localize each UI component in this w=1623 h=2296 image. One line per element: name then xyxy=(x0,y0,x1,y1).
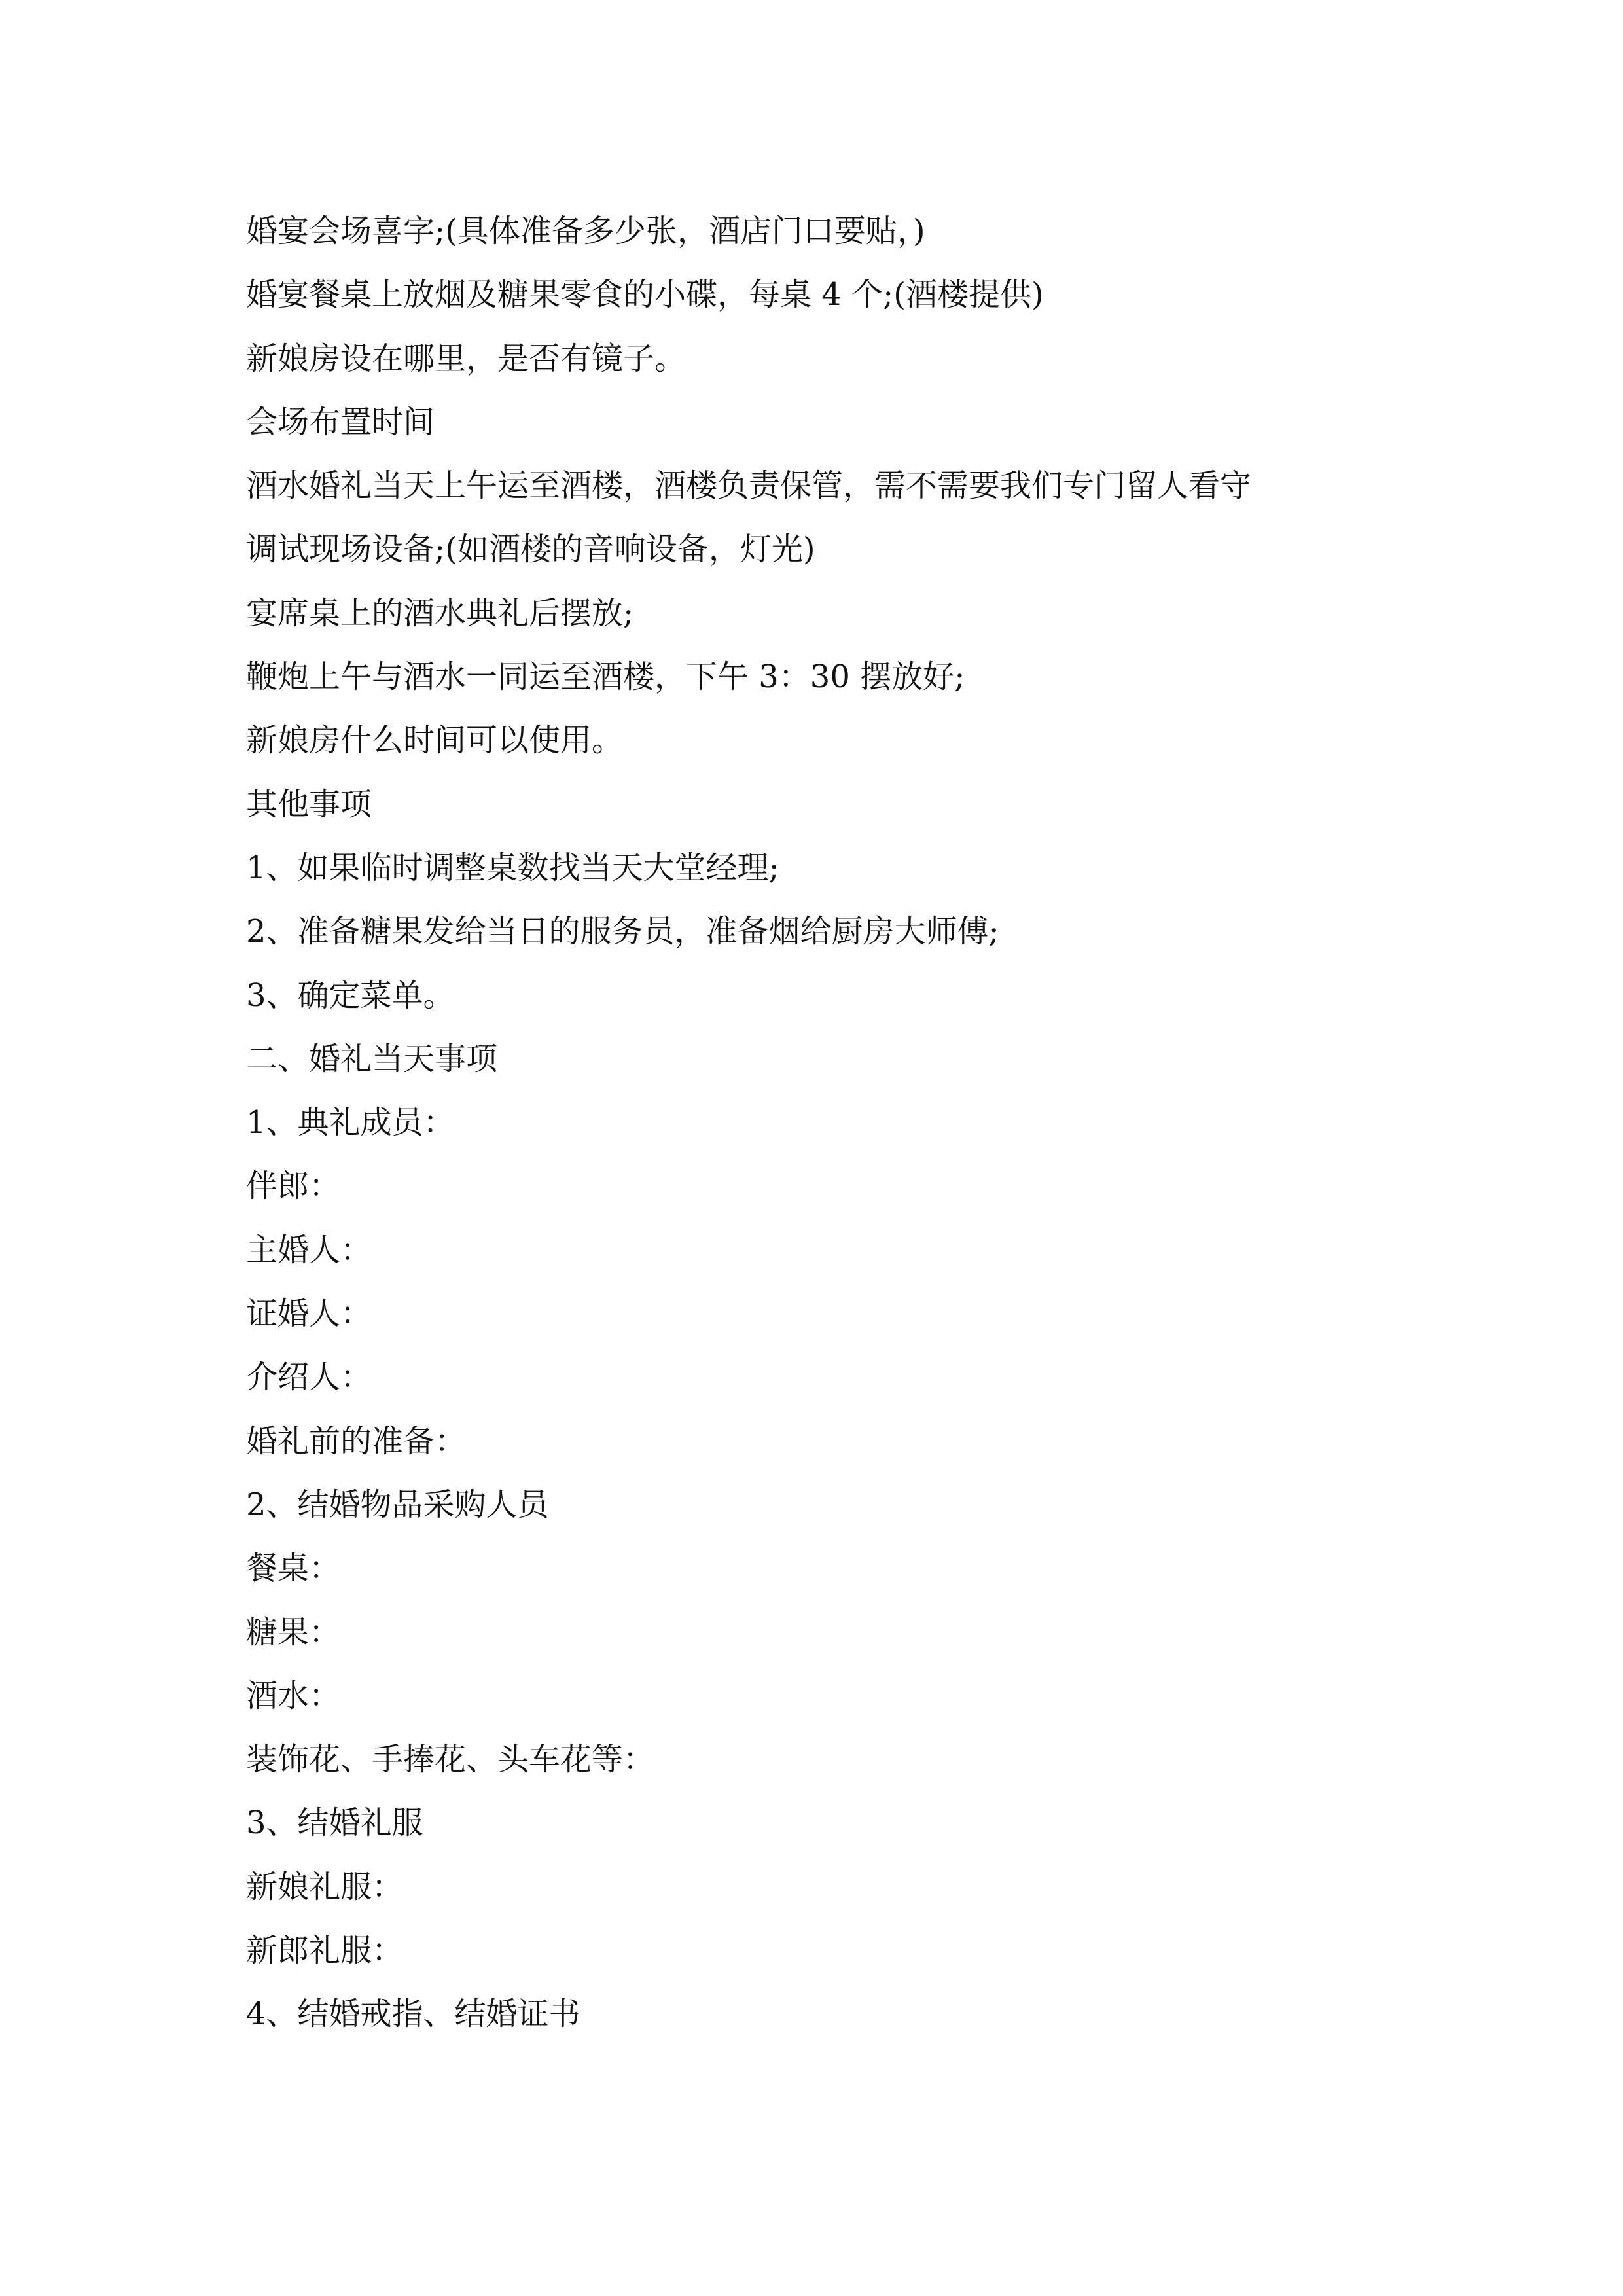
text-line: 调试现场设备;(如酒楼的音响设备，灯光) xyxy=(246,531,815,568)
form-label: 婚礼前的准备： xyxy=(246,1422,467,1460)
form-label: 餐桌： xyxy=(246,1550,341,1587)
list-item: 3、结婚礼服 xyxy=(246,1804,423,1842)
form-label: 主婚人： xyxy=(246,1231,372,1268)
form-label: 介绍人： xyxy=(246,1359,372,1396)
text-line: 婚宴会场喜字;(具体准备多少张，酒店门口要贴，) xyxy=(246,213,925,249)
list-item: 3、确定菜单。 xyxy=(246,977,455,1014)
list-item: 4、结婚戒指、结婚证书 xyxy=(246,1996,580,2033)
list-item: 1、典礼成员： xyxy=(246,1104,455,1141)
form-label: 新郎礼服： xyxy=(246,1932,404,1969)
list-item: 1、如果临时调整桌数找当天大堂经理; xyxy=(246,849,779,886)
form-label: 装饰花、手捧花、头车花等： xyxy=(246,1741,655,1778)
text-line: 新娘房设在哪里，是否有镜子。 xyxy=(246,340,687,377)
section-heading: 二、婚礼当天事项 xyxy=(246,1040,498,1077)
list-item: 2、准备糖果发给当日的服务员，准备烟给厨房大师傅; xyxy=(246,913,999,950)
document-body xyxy=(246,200,1372,2047)
form-label: 酒水： xyxy=(246,1677,341,1714)
list-item: 2、结婚物品采购人员 xyxy=(246,1486,549,1523)
form-label: 伴郎： xyxy=(246,1168,341,1205)
section-heading: 会场布置时间 xyxy=(246,403,435,440)
form-label: 证婚人： xyxy=(246,1295,372,1333)
text-line: 新娘房什么时间可以使用。 xyxy=(246,722,624,759)
section-heading: 其他事项 xyxy=(246,785,372,823)
text-line: 婚宴餐桌上放烟及糖果零食的小碟，每桌 4 个;(酒楼提供) xyxy=(246,276,1044,314)
text-line: 宴席桌上的酒水典礼后摆放; xyxy=(246,594,634,632)
form-label: 糖果： xyxy=(246,1613,341,1651)
text-line: 鞭炮上午与酒水一同运至酒楼，下午 3：30 摆放好; xyxy=(246,658,965,696)
form-label: 新娘礼服： xyxy=(246,1868,404,1905)
text-line: 酒水婚礼当天上午运至酒楼，酒楼负责保管，需不需要我们专门留人看守 xyxy=(246,467,1252,505)
